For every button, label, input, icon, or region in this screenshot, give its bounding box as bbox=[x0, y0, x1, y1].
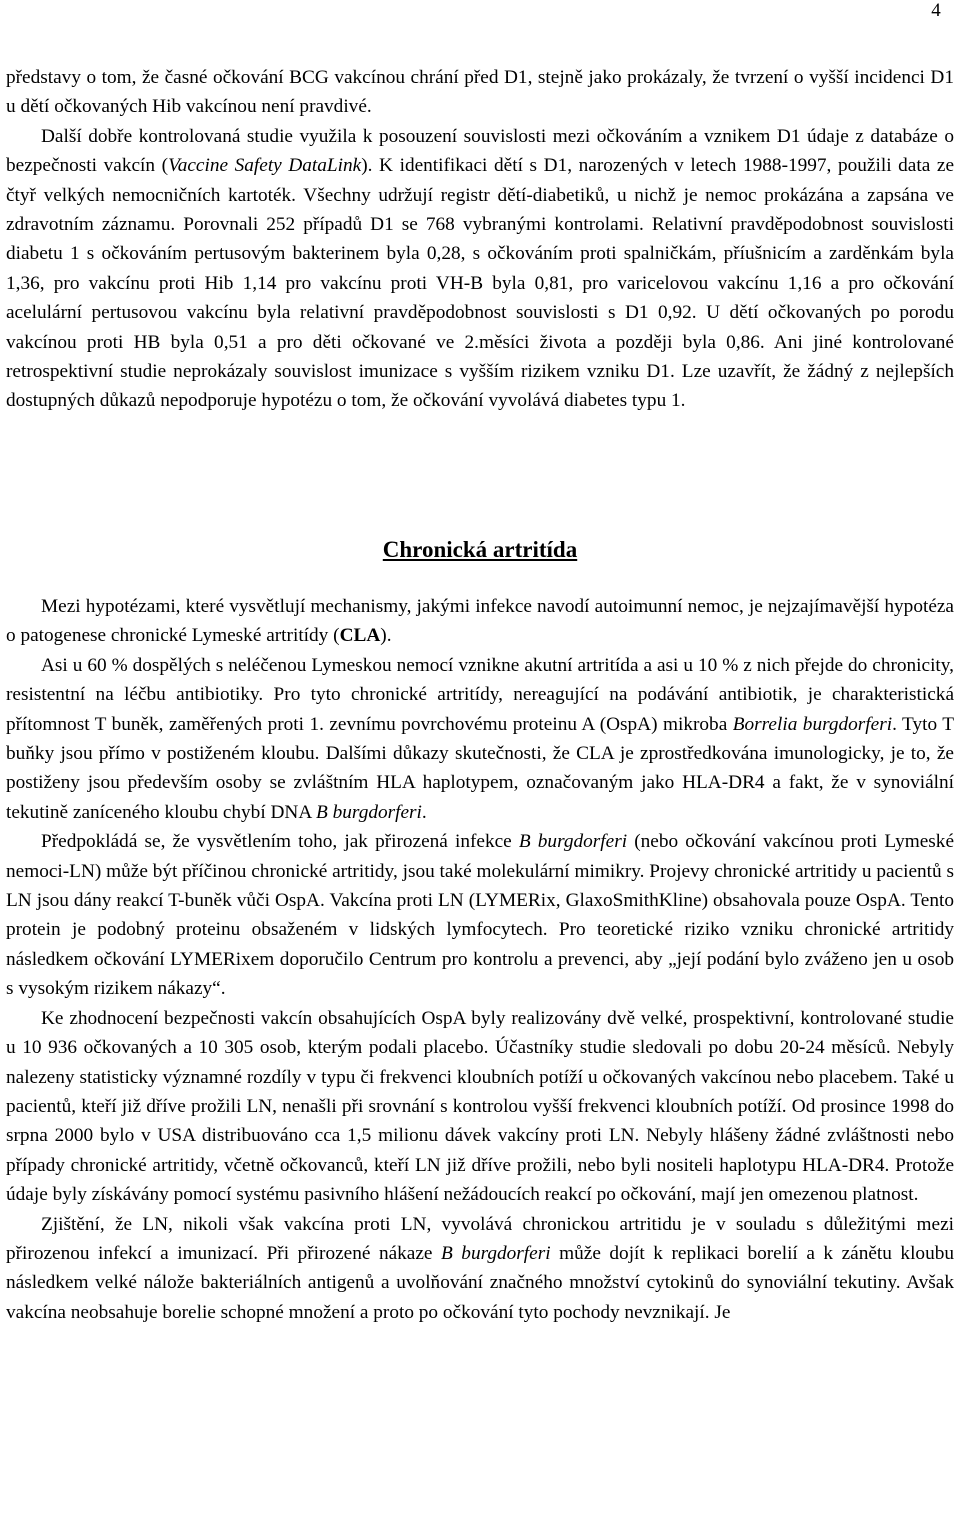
vaccine-safety-datalink-term: Vaccine Safety DataLink bbox=[168, 155, 362, 177]
borrelia-short-term: B burgdorferi bbox=[518, 831, 628, 853]
page-number: 4 bbox=[931, 0, 941, 21]
intro-continuation-paragraph: představy o tom, že časné očkování BCG vakcínou chrání před D1, stejně jako prokázaly, že tvrzení o vyšší incidenci D1 u dětí očkovaných Hib vakcínou není pravdivé. bbox=[6, 67, 954, 118]
vaccine-safety-paragraph: Další dobře kontrolovaná studie využila k posouzení souvislosti mezi očkováním a vznikem D1 údaje z databáze o bezpečnosti vakcín (Vaccine Safety DataLink). K identifikaci dětí s D1, narozených v letech 1988-1997, použili data ze čtyř velkých nemocničních kartoték. Všechny udržují registr dětí-diabetiků, u nichž je nemoc prokázána a zapsána ve zdravotním záznamu. Porovnali 252 případů D1 se 768 vybranými kontrolami. Relativní pravděpodobnost souvislosti diabetu 1 s očkováním pertusovým bakterinem byla 0,28, s očkováním proti spalničkám, příušnicím a zarděnkám byla 1,36, pro vakcínu proti Hib 1,14 pro vakcínu proti VH-B byla 0,81, pro varicelovou vakcínu 1,16 a pro očkování acelulární pertusovou vakcínu byla relativní pravděpodobnost souvislosti s D1 0,92. U dětí očkovaných po porodu vakcínou proti HB byla 0,51 a pro děti očkované ve 2.měsíci života a později byla 0,86. Ani jiné kontrolované retrospektivní studie neprokázaly souvislost imunizace s vyšším rizikem vzniku D1. Lze uzavřít, že žádný z nejlepších dostupných důkazů nepodporuje hypotézu o tom, že očkování vyvolává diabetes typu 1. bbox=[6, 125, 955, 412]
molecular-mimicry-paragraph: Předpokládá se, že vysvětlením toho, jak přirozená infekce B burgdorferi (nebo očkování vakcínou proti Lymeské nemoci-LN) může být příčinou chronické artritidy, jsou také molekulární mimikry. Projevy chronické artritidy u pacientů s LN jsou dány reakcí T-buněk vůči OspA. Vakcína proti LN (LYMERix, GlaxoSmithKline) obsahovala pouze OspA. Tento protein je podobný proteinu obsaženém v lidských lymfocytech. Pro teoretické riziko vzniku chronické artritidy následkem očkování LYMERixem doporučilo Centrum pro kontrolu a prevenci, aby „její podání bylo zváženo jen u osob s vysokým rizikem nákazy“. bbox=[6, 831, 955, 1000]
cla-intro-paragraph: Mezi hypotézami, které vysvětlují mechanismy, jakými infekce navodí autoimunní nemoc, je nejzajímavější hypotéza o patogenese chronické Lymeské artritídy (CLA). bbox=[6, 596, 954, 647]
section-text-block bbox=[6, 592, 954, 1327]
borrelia-short-term: B burgdorferi bbox=[441, 1242, 551, 1264]
borrelia-short-term: B burgdorferi bbox=[316, 801, 422, 823]
findings-paragraph: Zjištění, že LN, nikoli však vakcína proti LN, vyvolává chronickou artritidu je v souladu s důležitými mezi přirozenou infekcí a imunizací. Při přirozené nákaze B burgdorferi může dojít k replikaci borelií a k zánětu kloubu následkem velké nálože bakteriálních antigenů a uvolňování značného množství cytokinů do synoviální tekutiny. Avšak vakcína neobsahuje borelie schopné množení a proto po očkování tyto pochody nevznikají. Je bbox=[6, 1213, 954, 1323]
cla-abbreviation: CLA bbox=[339, 625, 381, 647]
borrelia-term: Borrelia burgdorferi bbox=[732, 713, 893, 735]
lyme-arthritis-paragraph: Asi u 60 % dospělých s neléčenou Lymeskou nemocí vznikne akutní artritída a asi u 10 % z nich přejde do chronicity, resistentní na léčbu antibiotiky. Pro tyto chronické artritídy, nereagující na podávání antibiotik, je charakteristická přítomnost T buněk, zaměřených proti 1. zevnímu povrchovému proteinu A (OspA) mikroba Borrelia burgdorferi. Tyto T buňky jsou přímo v postiženém kloubu. Dalšími důkazy skutečnosti, že CLA je zprostředkována imunologicky, je to, že postiženy jsou především osoby se zvláštním HLA haplotypem, označovaným jako HLA-DR4 a fakt, že v synoviální tekutině zaníceného kloubu chybí DNA B burgdorferi. bbox=[6, 654, 954, 823]
top-text-block bbox=[6, 63, 954, 416]
section-heading: Chronická artritída bbox=[382, 537, 578, 562]
safety-studies-paragraph: Ke zhodnocení bezpečnosti vakcín obsahujících OspA byly realizovány dvě velké, prospektivní, kontrolované studie u 10 936 očkovaných a 10 305 osob, kterým podali placebo. Účastníky studie sledovali po dobu 20-24 měsíců. Nebyly nalezeny statisticky významné rozdíly v typu či frekvenci kloubních potíží u očkovaných vakcínou nebo placebem. Také u pacientů, kteří již dříve prožili LN, nenašli při srovnání s kontrolou vyšší frekvenci kloubních potíží. Od prosince 1998 do srpna 2000 bylo v USA distribuováno cca 1,5 milionu dávek vakcíny proti LN. Nebyly hlášeny žádné zvláštnosti nebo případy chronické artritidy, včetně očkovanců, kteří LN již dříve prožili, nebo byli nositeli haplotypu HLA-DR4. Protože údaje byly získávány pomocí systému pasivního hlášení nežádoucích reakcí po očkování, mají jen omezenou platnost. bbox=[6, 1007, 954, 1206]
